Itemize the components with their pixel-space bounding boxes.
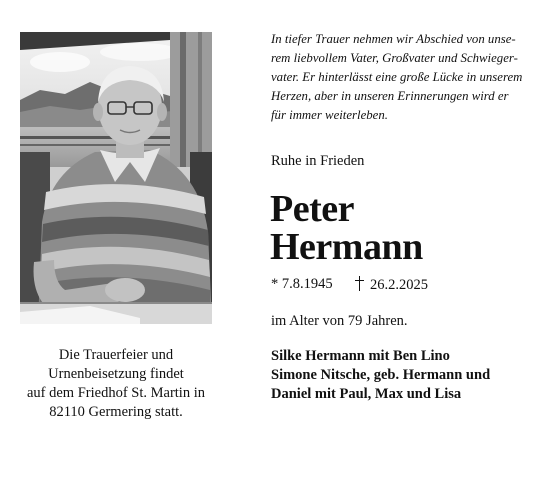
mourners-list xyxy=(271,347,490,404)
intro-line: Herzen, aber in unseren Erinnerungen wird er xyxy=(271,89,509,103)
intro-paragraph xyxy=(271,30,535,125)
ceremony-line: auf dem Friedhof St. Martin in xyxy=(26,385,205,401)
intro-line: für immer weiterleben. xyxy=(271,108,388,122)
portrait-photo xyxy=(20,32,212,324)
cross-icon xyxy=(355,276,364,291)
death-date-group xyxy=(355,276,428,294)
ceremony-info xyxy=(20,346,212,422)
mourner-line: Daniel mit Paul, Max und Lisa xyxy=(271,386,462,402)
intro-line: In tiefer Trauer nehmen wir Abschied von unse- xyxy=(271,32,516,46)
life-dates xyxy=(271,276,428,293)
intro-line: rem liebvollem Vater, Großvater und Schwieger- xyxy=(271,51,518,65)
first-name: Peter xyxy=(270,188,354,230)
birth-date: * 7.8.1945 xyxy=(271,276,333,292)
intro-line: vater. Er hinterlässt eine große Lücke in unserem xyxy=(271,70,523,84)
ceremony-line: Urnenbeisetzung findet xyxy=(48,366,184,382)
mourner-line: Simone Nitsche, geb. Hermann und xyxy=(271,367,491,383)
ceremony-line: 82110 Germering statt. xyxy=(49,404,183,420)
mourner-line: Silke Hermann mit Ben Lino xyxy=(271,348,450,364)
deceased-name xyxy=(270,190,423,266)
death-date: 26.2.2025 xyxy=(370,277,428,293)
last-name: Hermann xyxy=(270,226,423,268)
ceremony-line: Die Trauerfeier und xyxy=(58,347,174,363)
age-at-death: im Alter von 79 Jahren. xyxy=(271,313,408,329)
rest-in-peace: Ruhe in Frieden xyxy=(271,153,365,169)
farewell-text xyxy=(271,30,535,125)
